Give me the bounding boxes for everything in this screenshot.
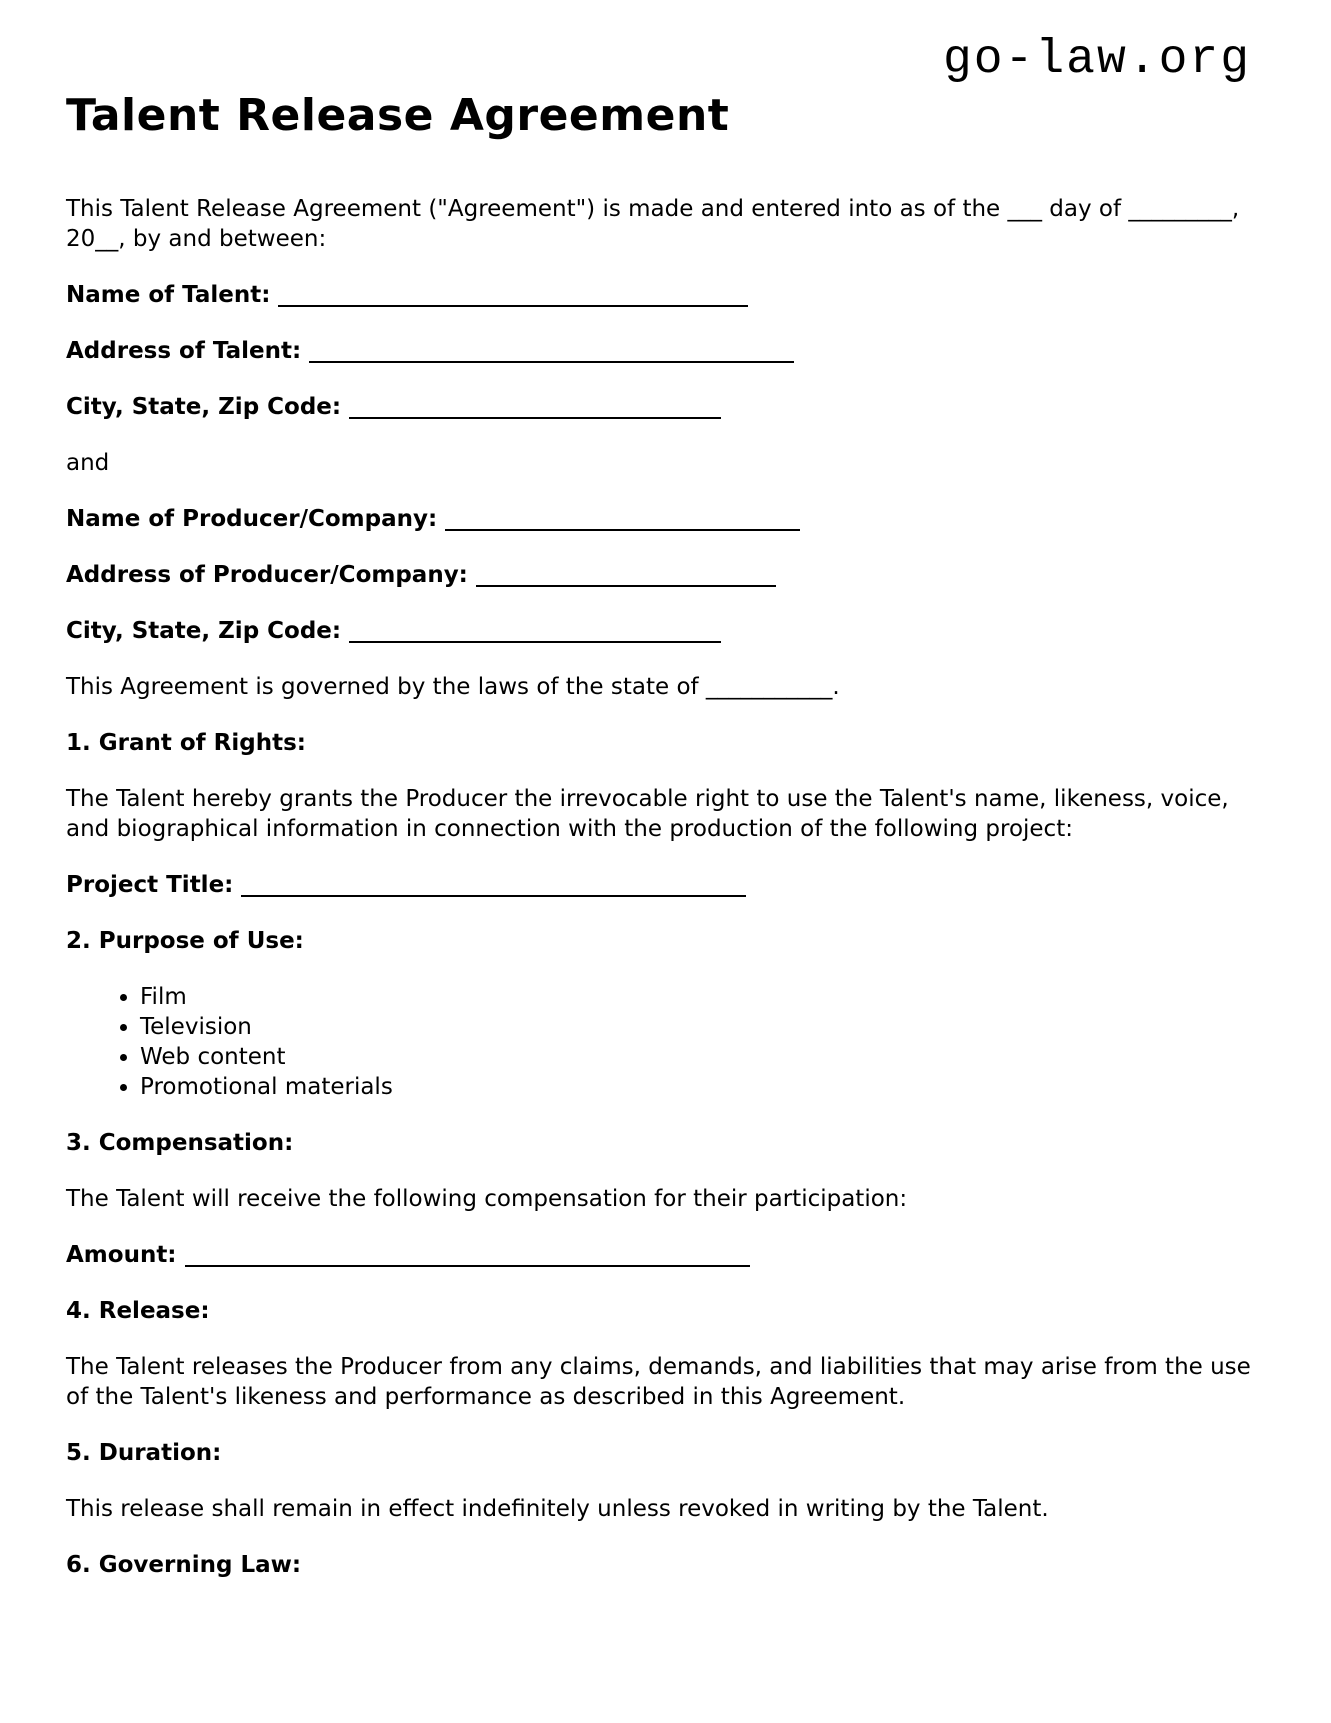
governing-state-sentence: This Agreement is governed by the laws of the state of ___________.: [66, 674, 840, 700]
list-item: • Film: [140, 982, 1251, 1012]
field-row-talent-address: [66, 336, 1251, 366]
producer-city-label: City, State, Zip Code:: [66, 618, 342, 644]
talent-address-blank-line: [309, 341, 794, 363]
talent-name-blank-line: [278, 285, 748, 307]
section-heading-compensation: 3. Compensation:: [66, 1130, 294, 1156]
project-title-label: Project Title:: [66, 872, 234, 898]
section-heading-governing-law: 6. Governing Law:: [66, 1552, 302, 1578]
talent-name-label: Name of Talent:: [66, 282, 271, 308]
field-row-project-title: [66, 870, 1251, 900]
producer-name-label: Name of Producer/Company:: [66, 506, 438, 532]
duration-paragraph: This release shall remain in effect indefinitely unless revoked in writing by the Talent.: [66, 1496, 1049, 1522]
and-separator: and: [66, 450, 110, 476]
producer-address-label: Address of Producer/Company:: [66, 562, 468, 588]
field-row-producer-city: [66, 616, 1251, 646]
section-heading-duration: 5. Duration:: [66, 1440, 222, 1466]
amount-label: Amount:: [66, 1242, 177, 1268]
producer-address-blank-line: [476, 565, 776, 587]
section-heading-purpose-of-use: 2. Purpose of Use:: [66, 928, 304, 954]
field-row-producer-name: [66, 504, 1251, 534]
producer-city-blank-line: [349, 621, 721, 643]
release-paragraph: The Talent releases the Producer from any claims, demands, and liabilities that may arise from the use of the Talent's likeness and performance as described in this Agreement.: [66, 1354, 1251, 1410]
page-title: Talent Release Agreement: [66, 90, 730, 141]
field-row-talent-city: [66, 392, 1251, 422]
amount-blank-line: [185, 1245, 750, 1267]
list-item: • Television: [140, 1012, 1251, 1042]
talent-city-label: City, State, Zip Code:: [66, 394, 342, 420]
producer-name-blank-line: [445, 509, 800, 531]
talent-city-blank-line: [349, 397, 721, 419]
talent-address-label: Address of Talent:: [66, 338, 302, 364]
grant-of-rights-paragraph: The Talent hereby grants the Producer the irrevocable right to use the Talent's name, likeness, voice, and biographical information in connection with the production of the following project:: [66, 786, 1229, 842]
section-heading-release: 4. Release:: [66, 1298, 210, 1324]
compensation-paragraph: The Talent will receive the following compensation for their participation:: [66, 1186, 908, 1212]
field-row-amount: [66, 1240, 1251, 1270]
site-logo: go-law.org: [942, 33, 1251, 87]
section-heading-grant-of-rights: 1. Grant of Rights:: [66, 730, 306, 756]
list-item: • Web content: [140, 1042, 1251, 1072]
field-row-producer-address: [66, 560, 1251, 590]
field-row-talent-name: [66, 280, 1251, 310]
project-title-blank-line: [241, 875, 746, 897]
purpose-of-use-list: [66, 982, 1251, 1102]
list-item: • Promotional materials: [140, 1072, 1251, 1102]
intro-paragraph: This Talent Release Agreement ("Agreement") is made and entered into as of the ___ day of _________, 20__, by and between:: [66, 196, 1240, 252]
